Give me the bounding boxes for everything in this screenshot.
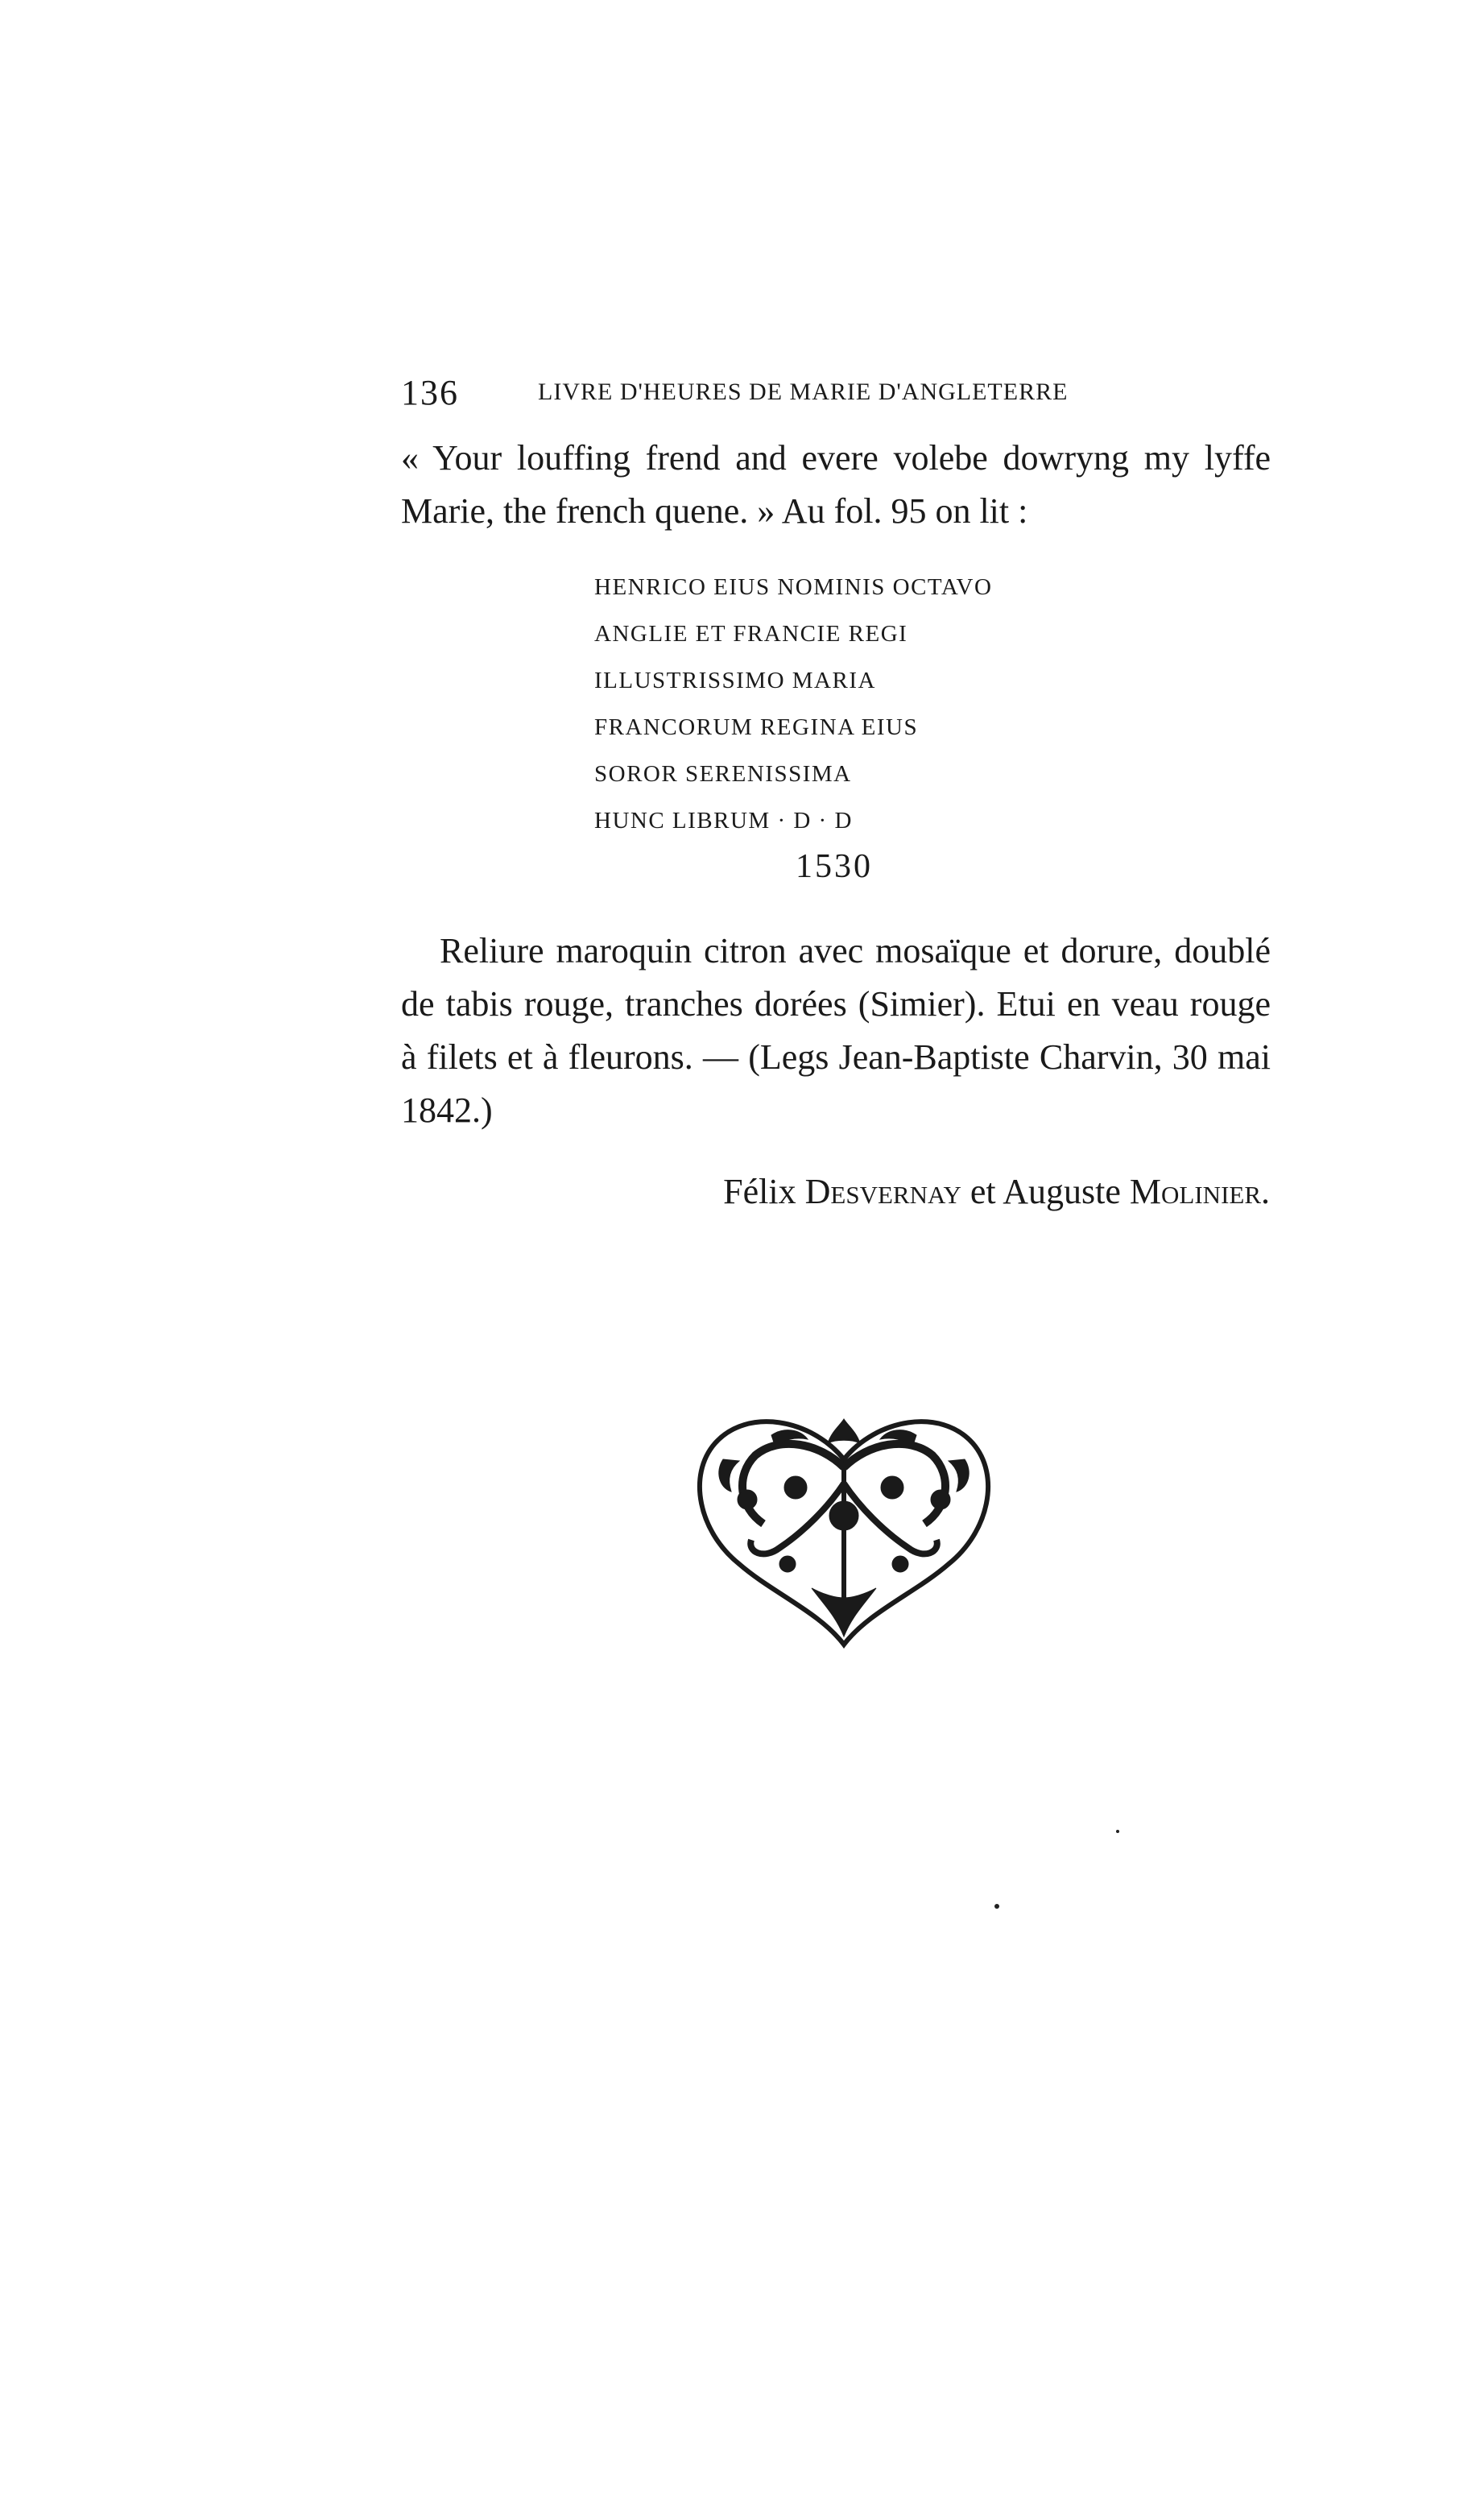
- dedication-year: 1530: [796, 848, 873, 885]
- quote-line-1: « Your louffing frend and evere volebe dowryng my lyffe: [401, 438, 1271, 478]
- dedication-line: ANGLIE ET FRANCIE REGI: [594, 621, 908, 647]
- binding-paragraph: [401, 925, 1271, 1137]
- running-title: LIVRE D'HEURES DE MARIE D'ANGLETERRE: [538, 379, 1069, 405]
- signature-conjunction: et: [970, 1172, 996, 1211]
- dedication-line: HENRICO EIUS NOMINIS OCTAVO: [594, 574, 993, 600]
- signature: [723, 1171, 1270, 1212]
- dedication-line: HUNC LIBRUM · D · D: [594, 808, 853, 834]
- quote-paragraph: [401, 432, 1271, 538]
- author-given-name: Félix: [723, 1172, 796, 1211]
- running-head: [401, 372, 1271, 420]
- ink-speck: [1116, 1830, 1119, 1833]
- dedication-inscription: [594, 564, 1126, 844]
- dedication-line: FRANCORUM REGINA EIUS: [594, 714, 919, 740]
- binding-description: Reliure maroquin citron avec mosaïque et dorure, doublé de tabis rouge, tranches dorées (Simier). Etui en veau rouge à filets et à fleurons. — (Legs Jean-Baptiste Charvin, 30 mai 1842.): [401, 931, 1271, 1130]
- dedication-line: SOROR SERENISSIMA: [594, 761, 852, 787]
- page-number: 136: [401, 373, 459, 412]
- dedication-line: ILLUSTRISSIMO MARIA: [594, 668, 876, 693]
- author-family-name: Molinier.: [1129, 1172, 1270, 1211]
- author-given-name: Auguste: [1003, 1172, 1121, 1211]
- author-family-name: Desvernay: [804, 1172, 961, 1211]
- quote-line-2: Marie, the french quene. » Au fol. 95 on lit :: [401, 491, 1028, 531]
- ink-speck: [994, 1904, 999, 1909]
- fleuron-heart-icon: [691, 1411, 997, 1653]
